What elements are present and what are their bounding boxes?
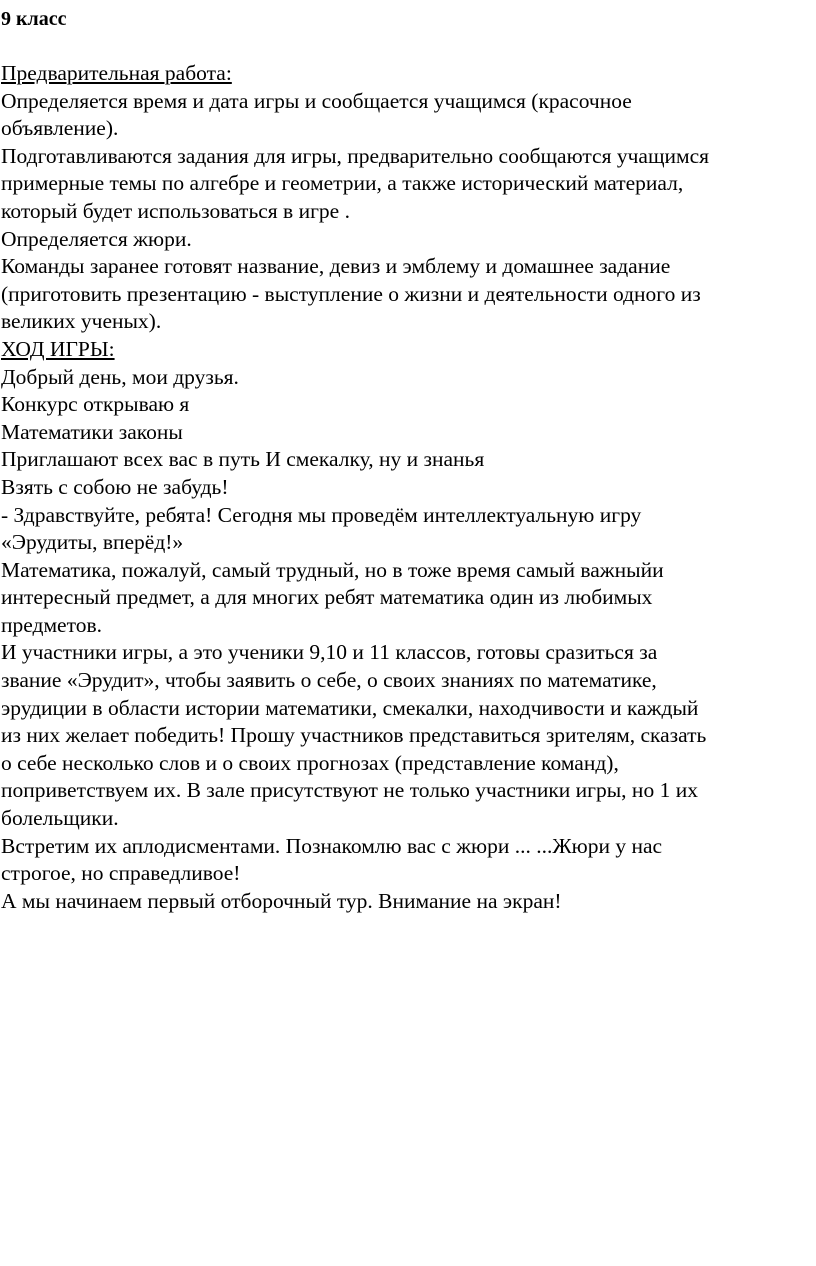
document-heading: 9 класс bbox=[1, 8, 67, 30]
blank-line bbox=[1, 34, 813, 60]
section-heading-preparation: Предварительная работа: bbox=[1, 61, 232, 85]
text-line: который будет использоваться в игре . bbox=[1, 198, 350, 223]
text-line: Взять с собою не забудь! bbox=[1, 474, 229, 499]
text-line: Приглашают всех вас в путь И смекалку, ну и знанья bbox=[1, 447, 485, 472]
text-line: Определяется время и дата игры и сообщается учащимся (красочное bbox=[1, 88, 632, 113]
text-line: А мы начинаем первый отборочный тур. Внимание на экран! bbox=[1, 888, 562, 913]
text-line: предметов. bbox=[1, 612, 102, 637]
text-line: строгое, но справедливое! bbox=[1, 861, 241, 886]
text-line: Добрый день, мои друзья. bbox=[1, 364, 239, 389]
text-line: интересный предмет, а для многих ребят математика один из любимых bbox=[1, 585, 653, 610]
text-line: Определяется жюри. bbox=[1, 226, 192, 251]
text-line: Подготавливаются задания для игры, предварительно сообщаются учащимся bbox=[1, 143, 710, 168]
text-line: Встретим их аплодисментами. Познакомлю вас с жюри ... ...Жюри у нас bbox=[1, 833, 663, 858]
text-line: о себе несколько слов и о своих прогнозах (представление команд), bbox=[1, 750, 619, 775]
text-line: Математика, пожалуй, самый трудный, но в тоже время самый важныйи bbox=[1, 557, 664, 582]
text-line: великих ученых). bbox=[1, 309, 162, 334]
section-heading-game-progress: ХОД ИГРЫ: bbox=[1, 336, 115, 361]
text-line: Математики законы bbox=[1, 419, 183, 444]
text-line: (приготовить презентацию - выступление о жизни и деятельности одного из bbox=[1, 281, 701, 306]
text-line: звание «Эрудит», чтобы заявить о себе, о своих знаниях по математике, bbox=[1, 668, 657, 693]
text-line: эрудиции в области истории математики, смекалки, находчивости и каждый bbox=[1, 695, 699, 720]
text-line: поприветствуем их. В зале присутствуют не только участники игры, но 1 их bbox=[1, 778, 698, 803]
text-line: примерные темы по алгебре и геометрии, а также исторический материал, bbox=[1, 171, 684, 196]
document-body bbox=[1, 0, 813, 915]
text-line: болельщики. bbox=[1, 806, 119, 831]
text-line: И участники игры, а это ученики 9,10 и 11 классов, готовы сразиться за bbox=[1, 640, 658, 665]
text-line: Конкурс открываю я bbox=[1, 392, 190, 417]
text-line: объявление). bbox=[1, 116, 119, 141]
text-line: из них желает победить! Прошу участников представиться зрителям, сказать bbox=[1, 723, 707, 748]
text-line: «Эрудиты, вперёд!» bbox=[1, 530, 184, 555]
text-line: Команды заранее готовят название, девиз и эмблему и домашнее задание bbox=[1, 254, 671, 279]
text-line: - Здравствуйте, ребята! Сегодня мы проведём интеллектуальную игру bbox=[1, 502, 642, 527]
